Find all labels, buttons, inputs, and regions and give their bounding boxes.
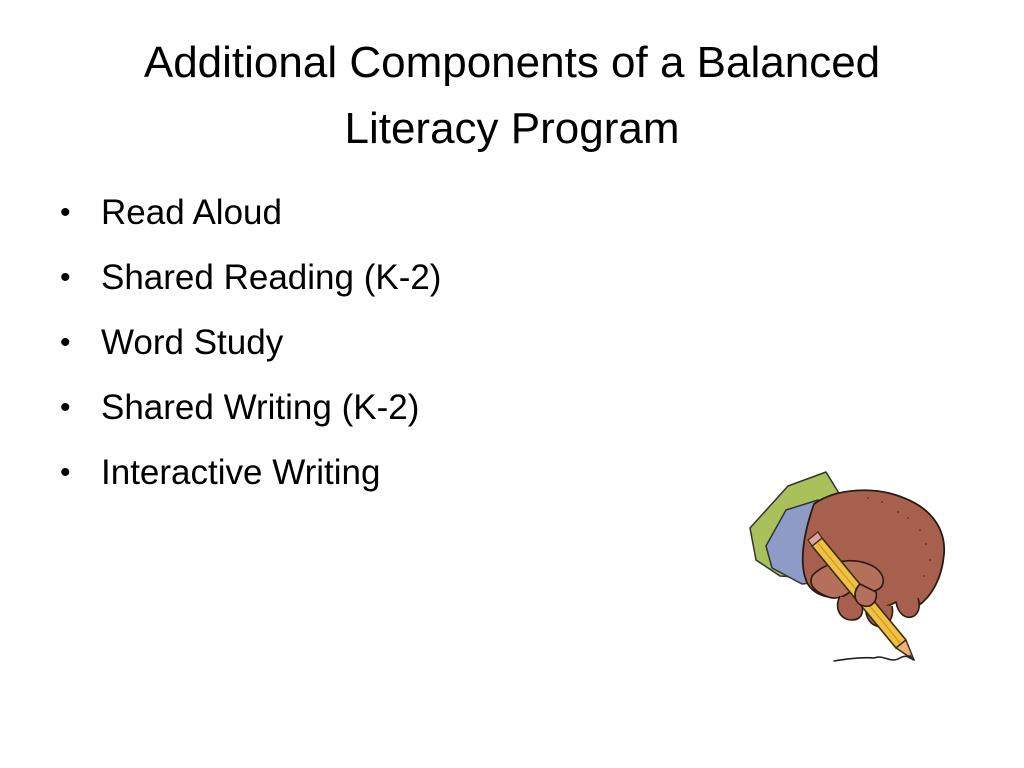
- bullet-item-shared-writing: [58, 378, 698, 443]
- bullet-item-shared-reading: [58, 248, 698, 313]
- bullet-text: Word Study: [101, 323, 284, 362]
- bullet-item-word-study: [58, 313, 698, 378]
- bullet-text: Read Aloud: [101, 193, 282, 232]
- bullet-text: Shared Writing (K-2): [101, 388, 420, 427]
- bullet-item-interactive-writing: [58, 443, 698, 508]
- bullet-dot: •: [60, 196, 71, 229]
- slide-title-line-1: Additional Components of a Balanced: [143, 38, 881, 87]
- bullet-dot: •: [60, 456, 71, 489]
- bullet-text: Interactive Writing: [101, 453, 381, 492]
- bullet-item-read-aloud: [58, 183, 698, 248]
- bullet-dot: •: [60, 326, 71, 359]
- hand-writing-with-pencil-icon: [748, 468, 954, 668]
- slide-title-line-2: Literacy Program: [344, 104, 680, 153]
- bullet-dot: •: [60, 391, 71, 424]
- bullet-dot: •: [60, 261, 71, 294]
- bullet-text: Shared Reading (K-2): [101, 258, 442, 297]
- slide-title: [60, 30, 964, 162]
- bullet-list: [58, 183, 698, 508]
